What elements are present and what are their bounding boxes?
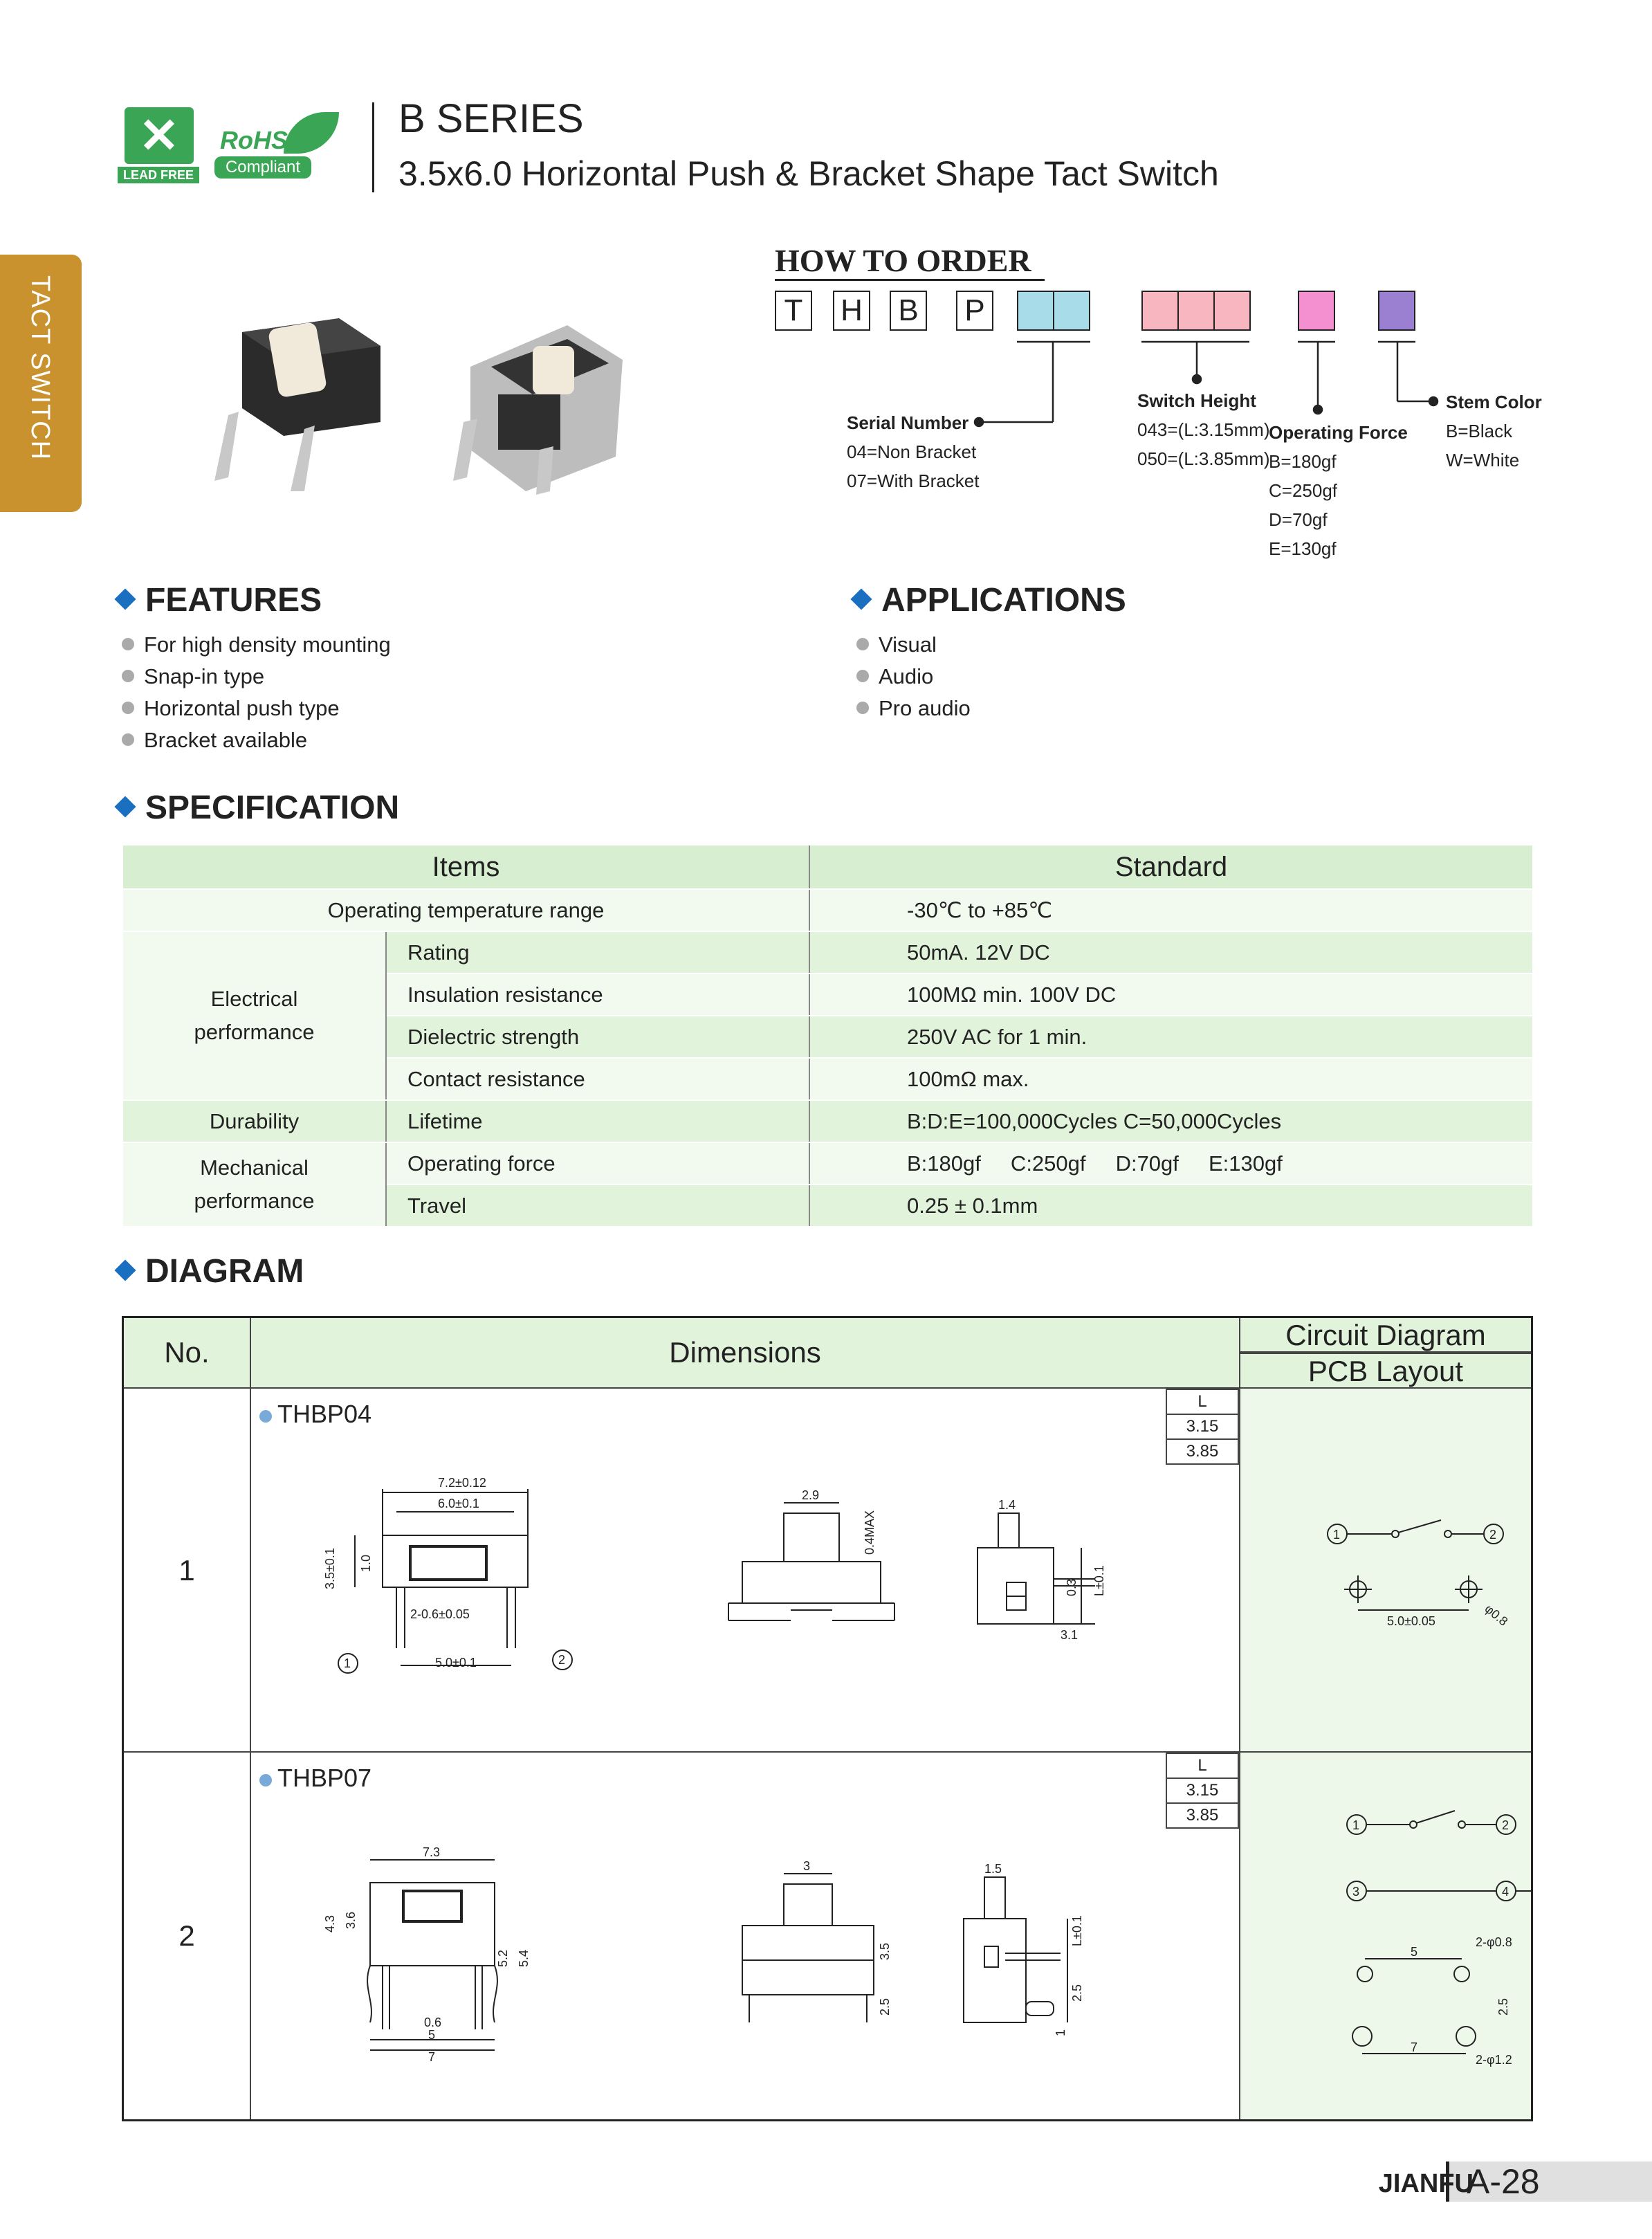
code-letter-t: T	[775, 291, 812, 331]
code-letter-b: B	[890, 291, 927, 331]
thbp07-front-view	[306, 1843, 597, 2064]
l-value: 3.85	[1166, 1439, 1238, 1464]
table-row	[123, 931, 1533, 974]
diamond-icon	[114, 796, 136, 817]
height-box-2	[1177, 291, 1215, 331]
dim-label: 2-φ1.2	[1476, 2053, 1512, 2067]
pin-label: 4	[1502, 1885, 1509, 1899]
dim-label: 2.5	[878, 1998, 892, 2016]
dim-label: 1.0	[359, 1554, 373, 1572]
dim-label: 2.5	[1070, 1984, 1084, 2002]
dim-label: 0.6	[424, 2016, 442, 2029]
pin-label: 2	[558, 1653, 566, 1667]
spec-group-durability: Durability	[123, 1100, 386, 1142]
spec-item: Operating force	[386, 1142, 809, 1185]
l-table	[1166, 1753, 1239, 1829]
serial-box-1	[1017, 291, 1054, 331]
dim-label: 5.0±0.05	[1387, 1614, 1435, 1628]
stem-box	[1378, 291, 1415, 331]
features-heading: FEATURES	[118, 581, 322, 619]
bullet-icon	[259, 1410, 272, 1423]
table-row	[123, 1142, 1533, 1185]
leaf-icon	[284, 112, 339, 154]
thbp04-circuit	[1240, 1513, 1531, 1652]
spec-value: B:180gf C:250gf D:70gf E:130gf	[809, 1142, 1533, 1185]
dim-label: L±0.1	[1070, 1915, 1084, 1946]
rohs-label: RoHS	[220, 126, 288, 154]
title-underline	[775, 279, 1045, 281]
serial-number-label: Serial Number 04=Non Bracket 07=With Bracket	[847, 412, 980, 491]
feature-item: Horizontal push type	[122, 696, 340, 721]
table-row	[123, 1100, 1533, 1142]
diagram-col-no: No.	[124, 1318, 251, 1389]
diamond-icon	[114, 588, 136, 610]
spec-group-mechanical: Mechanical performance	[123, 1142, 386, 1227]
pin-label: 1	[1333, 1528, 1341, 1542]
force-box	[1298, 291, 1335, 331]
spec-value: 250V AC for 1 min.	[809, 1016, 1533, 1058]
side-tab-label: TACT SWITCH	[26, 275, 55, 461]
model-label: THBP04	[259, 1400, 371, 1429]
bullet-icon	[259, 1774, 272, 1786]
application-item: Audio	[856, 664, 933, 689]
spec-item: Dielectric strength	[386, 1016, 809, 1058]
l-table	[1166, 1389, 1239, 1465]
spec-value: 100mΩ max.	[809, 1058, 1533, 1100]
feature-item: For high density mounting	[122, 632, 391, 657]
page-number: A-28	[1467, 2162, 1540, 2201]
l-value: 3.85	[1166, 1803, 1238, 1828]
pin-label: 2	[1502, 1818, 1509, 1832]
application-item: Visual	[856, 632, 937, 657]
spec-item: Insulation resistance	[386, 974, 809, 1016]
header-divider	[372, 102, 374, 192]
diagram-col-circuit: Circuit Diagram	[1240, 1318, 1531, 1353]
pin-label: 1	[344, 1656, 351, 1670]
spec-col-standard: Standard	[809, 846, 1533, 889]
dim-label: 1	[1054, 2029, 1067, 2036]
diagram-row-circuit	[1240, 1753, 1531, 2119]
thbp07-circuit	[1240, 1808, 1531, 2099]
stem-color-label: Stem Color B=Black W=White	[1446, 392, 1542, 470]
product-photo-non-bracket	[201, 291, 401, 491]
spec-item: Operating temperature range	[123, 889, 809, 931]
dim-label: φ0.8	[1482, 1601, 1511, 1629]
footer-brand: JIANFU	[1378, 2169, 1474, 2198]
pin-label: 1	[1352, 1818, 1360, 1832]
pin-label: 2	[1489, 1528, 1497, 1542]
rohs-logo	[214, 112, 346, 181]
dim-label: 7.3	[423, 1845, 441, 1859]
l-header: L	[1166, 1389, 1238, 1414]
dim-label: 5	[1411, 1945, 1418, 1959]
applications-heading: APPLICATIONS	[854, 581, 1126, 619]
dim-label: 3.6	[344, 1911, 358, 1929]
thbp04-top-view	[957, 1486, 1164, 1652]
diagram-table	[122, 1316, 1533, 2121]
spec-header-row	[123, 846, 1533, 889]
height-box-3	[1213, 291, 1251, 331]
switch-height-label: Switch Height 043=(L:3.15mm) 050=(L:3.85mm)	[1137, 390, 1270, 469]
l-value: 3.15	[1166, 1414, 1238, 1439]
dim-label: 5.4	[517, 1949, 531, 1967]
spec-item: Lifetime	[386, 1100, 809, 1142]
thbp07-top-view	[943, 1856, 1150, 2050]
spec-value: 50mA. 12V DC	[809, 931, 1533, 974]
code-letter-h: H	[833, 291, 870, 331]
spec-value: -30℃ to +85℃	[809, 889, 1533, 931]
specification-table	[123, 846, 1534, 1227]
how-to-order-title: HOW TO ORDER	[775, 243, 1031, 278]
diagram-row-no: 1	[124, 1389, 251, 1753]
dim-label: 5.2	[496, 1949, 510, 1967]
dim-label: 2-φ0.8	[1476, 1935, 1512, 1949]
series-title: B SERIES	[398, 96, 584, 141]
dim-label: 0.3	[1065, 1578, 1079, 1596]
diagram-heading: DIAGRAM	[118, 1252, 304, 1290]
spec-item: Contact resistance	[386, 1058, 809, 1100]
code-letter-p: P	[956, 291, 993, 331]
lead-free-logo	[118, 107, 201, 183]
dim-label: 3	[803, 1859, 811, 1873]
spec-item: Travel	[386, 1185, 809, 1227]
dim-label: 7	[1411, 2040, 1418, 2054]
diagram-row-no: 2	[124, 1753, 251, 2119]
spec-item: Rating	[386, 931, 809, 974]
side-tab	[0, 255, 82, 512]
feature-item: Snap-in type	[122, 664, 264, 689]
l-value: 3.15	[1166, 1778, 1238, 1803]
dim-label: 6.0±0.1	[438, 1497, 479, 1510]
thbp04-side-view	[722, 1486, 901, 1638]
dim-label: 3.1	[1061, 1628, 1079, 1642]
specification-heading: SPECIFICATION	[118, 789, 399, 827]
spec-col-items: Items	[123, 846, 809, 889]
dim-label: 2.5	[1496, 1998, 1510, 2016]
spec-group-electrical: Electrical performance	[123, 931, 386, 1100]
dim-label: 2.9	[802, 1488, 820, 1502]
dim-label: 3.5±0.1	[323, 1548, 337, 1589]
dim-label: 1.5	[984, 1862, 1002, 1876]
diagram-col-pcb: PCB Layout	[1240, 1353, 1531, 1389]
dim-label: 5.0±0.1	[435, 1656, 477, 1670]
diagram-col-dimensions: Dimensions	[251, 1318, 1240, 1389]
dim-label: 5	[428, 2028, 436, 2042]
thbp04-front-view	[306, 1472, 666, 1679]
application-item: Pro audio	[856, 696, 971, 721]
spec-value: B:D:E=100,000Cycles C=50,000Cycles	[809, 1100, 1533, 1142]
page-subtitle: 3.5x6.0 Horizontal Push & Bracket Shape Tact Switch	[398, 154, 1219, 193]
dim-label: 1.4	[998, 1498, 1016, 1512]
height-box-1	[1141, 291, 1179, 331]
product-photo-with-bracket	[450, 318, 636, 498]
diagram-row-dimensions	[251, 1753, 1240, 2119]
operating-force-label: Operating Force B=180gf C=250gf D=70gf E=130gf	[1269, 422, 1408, 559]
spec-value: 0.25 ± 0.1mm	[809, 1185, 1533, 1227]
diagram-row-dimensions	[251, 1389, 1240, 1753]
diamond-icon	[850, 588, 872, 610]
l-header: L	[1166, 1753, 1238, 1778]
dim-label: 3.5	[878, 1942, 892, 1960]
pb-free-icon: ✕	[125, 107, 194, 164]
dim-label: 7	[428, 2050, 436, 2064]
feature-item: Bracket available	[122, 728, 307, 753]
table-row	[123, 889, 1533, 931]
rohs-compliant-label: Compliant	[214, 156, 311, 179]
dim-label: 2-0.6±0.05	[410, 1607, 470, 1621]
diamond-icon	[114, 1259, 136, 1281]
dim-label: 7.2±0.12	[438, 1476, 486, 1490]
thbp07-side-view	[728, 1856, 908, 2036]
diagram-row-circuit	[1240, 1389, 1531, 1753]
spec-value: 100MΩ min. 100V DC	[809, 974, 1533, 1016]
dim-label: 0.4MAX	[863, 1510, 877, 1555]
serial-box-2	[1053, 291, 1090, 331]
model-label: THBP07	[259, 1764, 371, 1793]
dim-label: L±0.1	[1092, 1565, 1106, 1596]
pin-label: 3	[1352, 1885, 1360, 1899]
lead-free-label: LEAD FREE	[118, 167, 199, 183]
dim-label: 4.3	[323, 1914, 337, 1932]
